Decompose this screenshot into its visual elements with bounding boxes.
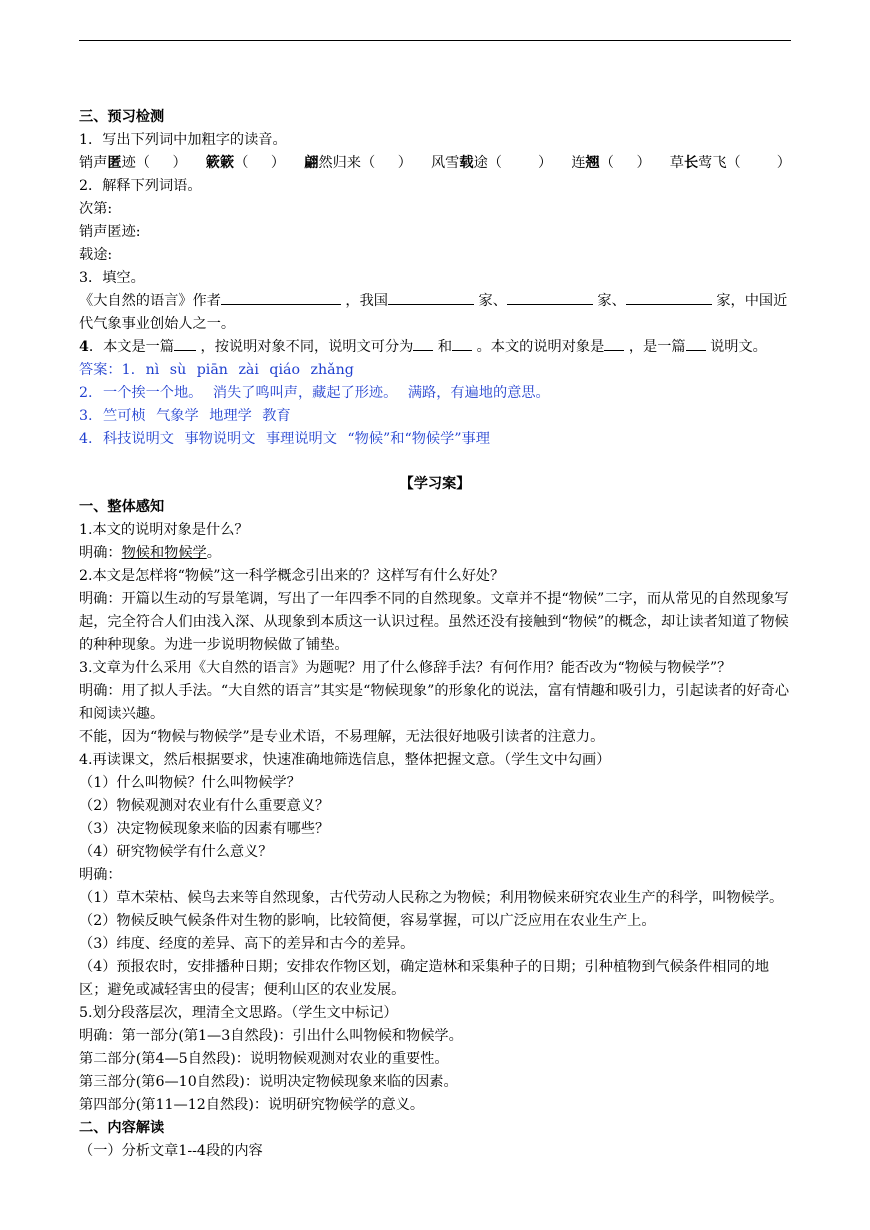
study-a4-item: （2）物候反映气候条件对生物的影响，比较简便，容易掌握，可以广泛应用在农业生产上。 [79,913,656,929]
blank[interactable] [507,290,593,305]
answer-line: 3. 竺可桢 气象学 地理学 教育 [79,408,291,424]
study-a5-item: 第四部分(第11—12自然段)：说明研究物候学的意义。 [79,1097,425,1113]
question-3: 3．填空。 [79,270,145,286]
blank[interactable] [452,336,472,351]
term-2: 销声匿迹: [79,224,141,240]
study-q4-item: （2）物候观测对农业有什么重要意义？ [79,798,330,814]
section-title-preview-check: 三、预习检测 [79,109,165,125]
question-1: 1．写出下列词中加粗字的读音。 [79,132,287,148]
term-3: 载途: [79,247,113,263]
answer-line: 2. 一个挨一个地。 消失了鸣叫声，藏起了形迹。 满路，有遍地的意思。 [79,385,550,401]
blank[interactable] [221,290,341,305]
study-heading: 【学习案】 [399,476,471,492]
study-a3: 明确：用了拟人手法。“大自然的语言”其实是“物候现象”的形象化的说法，富有情趣和吸引力，引起读者的好奇心和阅读兴趣。 [79,683,790,722]
study-q3: 3.文章为什么采用《大自然的语言》为题呢？用了什么修辞手法？有何作用？能否改为“物候与物候学”？ [79,660,732,676]
study-a2: 明确：开篇以生动的写景笔调，写出了一年四季不同的自然现象。文章并不提“物候”二字，而从常见的自然现象写起，完全符合人们由浅入深、从现象到本质这一认识过程。虽然还没有接触到“物候”的概念，却让读者知道了物候的种种现象。为进一步说明物候做了铺垫。 [79,591,789,653]
question-2: 2．解释下列词语。 [79,178,202,194]
study-a5-item: 第三部分(第6—10自然段)：说明决定物候现象来临的因素。 [79,1074,458,1090]
reading-item: 翩然归来（ ） [304,155,412,171]
reading-item: 草长莺飞（ ） [669,155,791,171]
study-q4-item: （4）研究物候学有什么意义？ [79,844,273,860]
study-q4-item: （3）决定物候现象来临的因素有哪些？ [79,821,330,837]
reading-item: 风雪载途（ ） [430,155,553,171]
reading-item: 销声匿迹（ ） [79,155,187,171]
reading-items [79,152,791,175]
study-q2: 2.本文是怎样将“物候”这一科学概念引出来的？这样写有什么好处？ [79,568,505,584]
blank[interactable] [604,336,624,351]
study-q5: 5.划分段落层次，理清全文思路。（学生文中标记） [79,1005,398,1021]
question-4: 4．本文是一篇 ，按说明对象不同，说明文可分为 和 。本文的说明对象是 ，是一篇 说明文。 [79,336,791,359]
study-q4-item: （1）什么叫物候？什么叫物候学？ [79,775,301,791]
study-a5-item: 明确：第一部分(第1—3自然段)：引出什么叫物候和物候学。 [79,1028,463,1044]
question-3-fill: 《大自然的语言》作者 ，我国 家、 家、 家，中国近代气象事业创始人之一。 [79,290,791,336]
study-a4-item: （4）预报农时，安排播种日期；安排农作物区划，确定造林和采集种子的日期；引种植物到气候条件相同的地区；避免或减轻害虫的侵害；便利山区的农业发展。 [79,959,770,998]
blank[interactable] [388,290,474,305]
study-a4-label: 明确： [79,867,122,883]
blank[interactable] [413,336,433,351]
term-1: 次第: [79,201,113,217]
document-body [79,106,791,1163]
reading-item: 连翘（ ） [571,155,651,171]
study-a4-item: （1）草木荣枯、候鸟去来等自然现象，古代劳动人民称之为物候；利用物候来研究农业生产的科学，叫物候学。 [79,890,784,906]
study-q1: 1.本文的说明对象是什么？ [79,522,249,538]
study-a3b: 不能，因为“物候与物候学”是专业术语，不易理解，无法很好地吸引读者的注意力。 [79,729,605,745]
answer-line: 答案：1. nì sù piān zài qiáo zhǎng [79,362,354,378]
blank[interactable] [686,336,706,351]
study-a5-item: 第二部分(第4—5自然段)：说明物候观测对农业的重要性。 [79,1051,449,1067]
study-a1: 明确：物候和物候学。 [79,545,221,561]
study-q4: 4.再读课文，然后根据要求，快速准确地筛选信息，整体把握文意。（学生文中勾画） [79,752,611,768]
blank[interactable] [174,336,196,351]
header-rule [79,40,791,41]
study-a4-item: （3）纬度、经度的差异、高下的差异和古今的差异。 [79,936,415,952]
section-title-content: 二、内容解读 [79,1120,165,1136]
answer-line: 4. 科技说明文 事物说明文 事理说明文 “物候”和“物候学”事理 [79,431,490,447]
blank[interactable] [626,290,712,305]
section-title-overall: 一、整体感知 [79,499,165,515]
subsection-title: （一）分析文章1--4段的内容 [79,1143,263,1159]
reading-item: 簌簌（ ） [205,155,286,171]
